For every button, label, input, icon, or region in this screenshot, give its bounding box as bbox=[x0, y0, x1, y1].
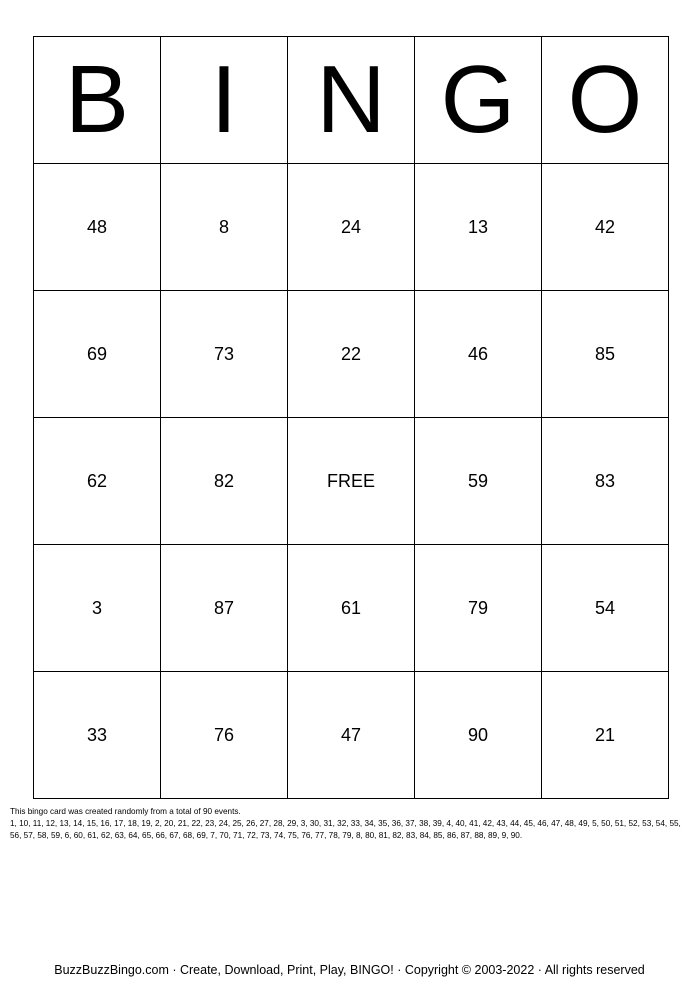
page-footer: BuzzBuzzBingo.com · Create, Download, Print, Play, BINGO! · Copyright © 2003-2022 · All rights reserved bbox=[54, 963, 645, 977]
bingo-cell: 8 bbox=[161, 164, 288, 291]
bingo-cell: 21 bbox=[542, 672, 669, 799]
bingo-cell: 79 bbox=[415, 545, 542, 672]
card-info-note bbox=[10, 806, 690, 842]
bingo-cell: 13 bbox=[415, 164, 542, 291]
bingo-cell: 61 bbox=[288, 545, 415, 672]
bingo-cell: 87 bbox=[161, 545, 288, 672]
bingo-header-row bbox=[34, 37, 669, 164]
bingo-cell: 24 bbox=[288, 164, 415, 291]
bingo-card bbox=[33, 36, 669, 799]
bingo-cell: 46 bbox=[415, 291, 542, 418]
bingo-row bbox=[34, 291, 669, 418]
bingo-row bbox=[34, 545, 669, 672]
header-letter-g: G bbox=[415, 37, 542, 164]
free-space-cell: FREE bbox=[288, 418, 415, 545]
header-letter-o: O bbox=[542, 37, 669, 164]
bingo-cell: 85 bbox=[542, 291, 669, 418]
bingo-cell: 76 bbox=[161, 672, 288, 799]
bingo-cell: 33 bbox=[34, 672, 161, 799]
bingo-cell: 3 bbox=[34, 545, 161, 672]
bingo-cell: 69 bbox=[34, 291, 161, 418]
header-letter-i: I bbox=[161, 37, 288, 164]
bingo-cell: 59 bbox=[415, 418, 542, 545]
bingo-cell: 82 bbox=[161, 418, 288, 545]
bingo-cell: 73 bbox=[161, 291, 288, 418]
bingo-cell: 90 bbox=[415, 672, 542, 799]
bingo-cell: 48 bbox=[34, 164, 161, 291]
bingo-cell: 47 bbox=[288, 672, 415, 799]
bingo-row bbox=[34, 418, 669, 545]
bingo-cell: 62 bbox=[34, 418, 161, 545]
bingo-cell: 54 bbox=[542, 545, 669, 672]
bingo-row bbox=[34, 164, 669, 291]
header-letter-b: B bbox=[34, 37, 161, 164]
card-info-summary: This bingo card was created randomly from a total of 90 events. bbox=[10, 807, 241, 816]
bingo-cell: 83 bbox=[542, 418, 669, 545]
bingo-row bbox=[34, 672, 669, 799]
header-letter-n: N bbox=[288, 37, 415, 164]
bingo-cell: 22 bbox=[288, 291, 415, 418]
card-info-event-list: 1, 10, 11, 12, 13, 14, 15, 16, 17, 18, 19, 2, 20, 21, 22, 23, 24, 25, 26, 27, 28, 29, 3, 30, 31, 32, 33, 34, 35, 36, 37, 38, 39, 4, 40, 41, 42, 43, 44, 45, 46, 47, 48, 49, 5, 50, 51, 52, 53, 54, 55, 56, 57, 58, 59, 6, 60, 61, 62, 63, 64, 65, 66, 67, 68, 69, 7, 70, 71, 72, 73, 74, 75, 76, 77, 78, 79, 8, 80, 81, 82, 83, 84, 85, 86, 87, 88, 89, 9, 90. bbox=[10, 819, 681, 840]
bingo-cell: 42 bbox=[542, 164, 669, 291]
